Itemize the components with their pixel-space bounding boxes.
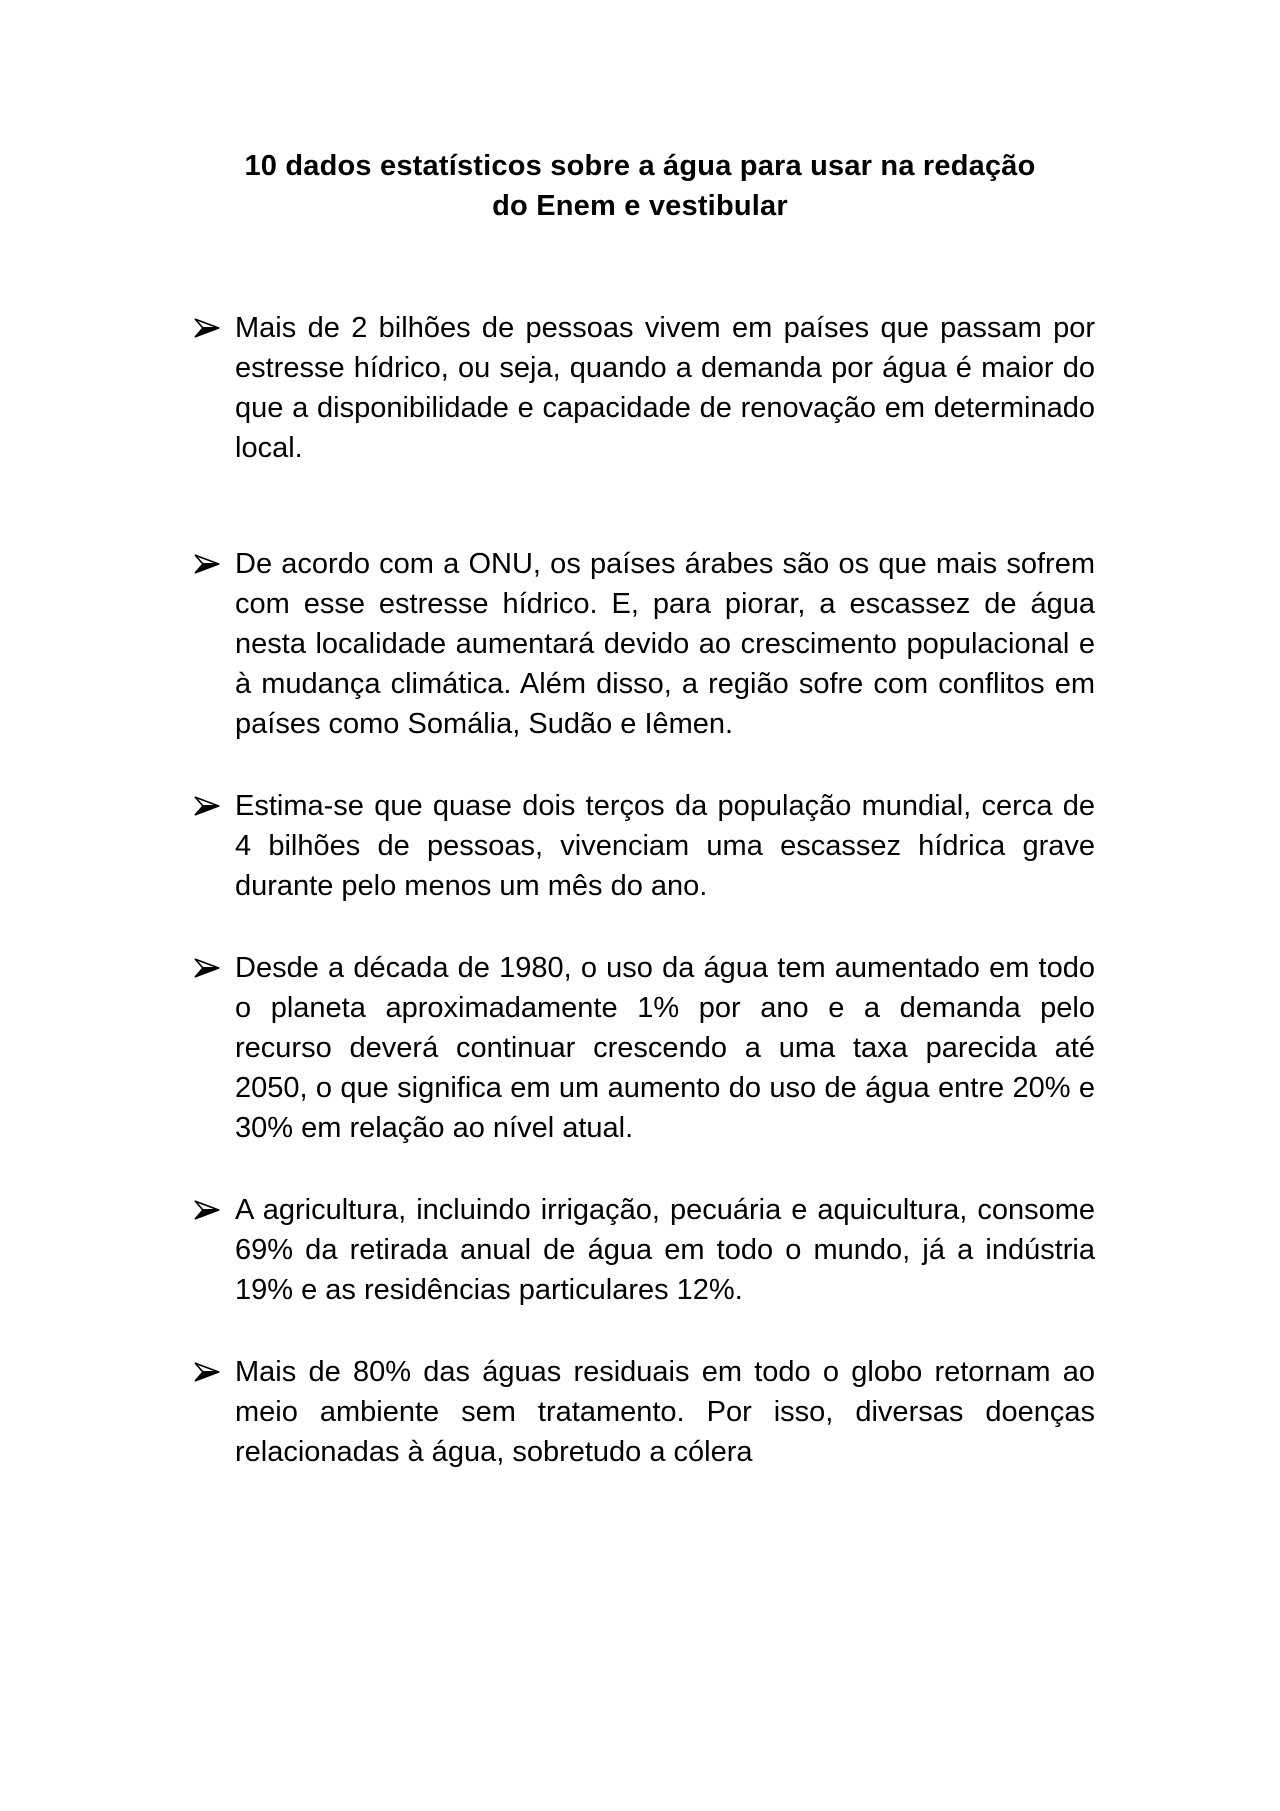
list-item <box>235 308 1095 468</box>
arrow-bullet-icon <box>193 1358 221 1386</box>
arrow-bullet-icon <box>193 550 221 578</box>
list-item <box>235 1190 1095 1310</box>
list-item <box>235 948 1095 1148</box>
arrow-bullet-icon <box>193 314 221 342</box>
bullet-text: De acordo com a ONU, os países árabes são os que mais sofrem com esse estresse hídrico. E, para piorar, a escassez de água nesta localidade aumentará devido ao crescimento populacional e à mudança climática. Além disso, a região sofre com conflitos em países como Somália, Sudão e Iêmen. <box>235 548 1095 740</box>
list-item <box>235 786 1095 906</box>
page-title <box>0 0 1280 226</box>
arrow-bullet-icon <box>193 954 221 982</box>
bullet-text: Estima-se que quase dois terços da população mundial, cerca de 4 bilhões de pessoas, vivenciam uma escassez hídrica grave durante pelo menos um mês do ano. <box>235 790 1095 902</box>
bullet-text: Mais de 2 bilhões de pessoas vivem em países que passam por estresse hídrico, ou seja, quando a demanda por água é maior do que a disponibilidade e capacidade de renovação em determinado local. <box>235 312 1095 464</box>
bullet-text: Mais de 80% das águas residuais em todo o globo retornam ao meio ambiente sem tratamento. Por isso, diversas doenças relacionadas à água, sobretudo a cólera <box>235 1356 1095 1468</box>
arrow-bullet-icon <box>193 1196 221 1224</box>
page-title-line-1: 10 dados estatísticos sobre a água para usar na redação <box>244 150 1036 182</box>
bullet-list <box>235 308 1095 1472</box>
list-item <box>235 1352 1095 1472</box>
arrow-bullet-icon <box>193 792 221 820</box>
page-title-line-2: do Enem e vestibular <box>492 190 788 222</box>
bullet-text: Desde a década de 1980, o uso da água tem aumentado em todo o planeta aproximadamente 1% por ano e a demanda pelo recurso deverá continuar crescendo a uma taxa parecida até 2050, o que significa em um aumento do uso de água entre 20% e 30% em relação ao nível atual. <box>235 952 1095 1144</box>
list-item <box>235 544 1095 744</box>
bullet-text: A agricultura, incluindo irrigação, pecuária e aquicultura, consome 69% da retirada anual de água em todo o mundo, já a indústria 19% e as residências particulares 12%. <box>235 1194 1095 1306</box>
